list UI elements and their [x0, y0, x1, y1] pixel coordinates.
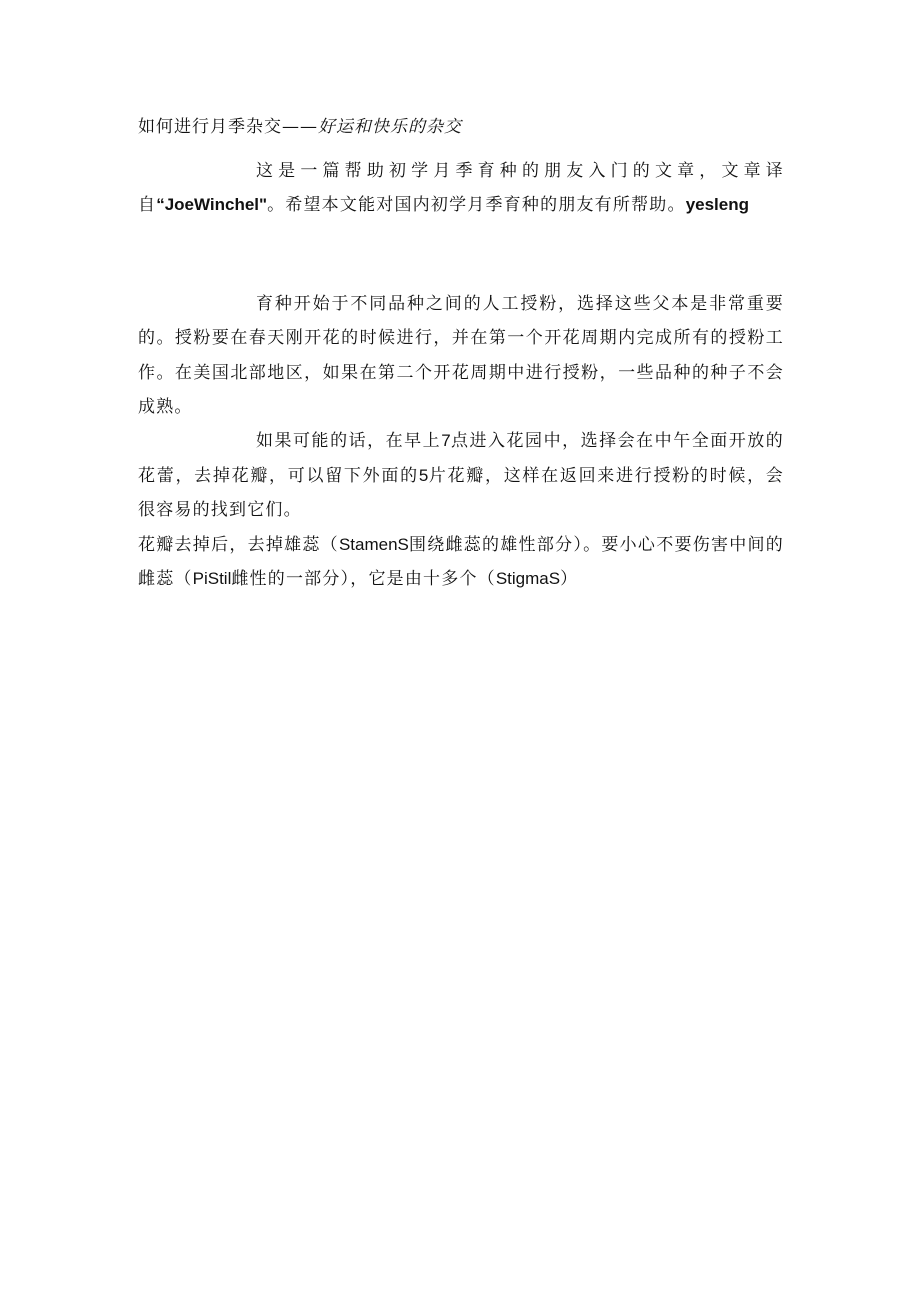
document-body	[138, 112, 784, 596]
document-title	[138, 112, 784, 142]
intro-paragraph	[138, 154, 784, 223]
title-subtitle: 好运和快乐的杂交	[318, 117, 462, 137]
paragraph-1: 育种开始于不同品种之间的人工授粉，选择这些父本是非常重要的。授粉要在春天刚开花的时候进行，并在第一个开花周期内完成所有的授粉工作。在美国北部地区，如果在第二个开花周期中进行授粉，一些品种的种子不会成熟。	[138, 293, 784, 418]
intro-text: 这是一篇帮助初学月季育种的朋友入门的文章，文章译自	[138, 161, 784, 216]
paragraph-spacer	[138, 223, 784, 287]
title-main: 如何进行月季杂交——	[138, 117, 318, 137]
intro-translator: yesleng	[685, 195, 749, 215]
intro-rest: 。希望本文能对国内初学月季育种的朋友有所帮助。	[267, 195, 686, 216]
paragraph-2: 如果可能的话，在早上7点进入花园中，选择会在中午全面开放的花蕾，去掉花瓣，可以留下外面的5片花瓣，这样在返回来进行授粉的时候，会很容易的找到它们。	[138, 431, 784, 521]
term-stigmas: StigmaS	[495, 569, 561, 589]
paragraph-3: 花瓣去掉后，去掉雄蕊（StamenS围绕雌蕊的雄性部分）。要小心不要伤害中间的雌蕊（PiStil雌性的一部分），它是由十多个（StigmaS）	[138, 534, 785, 590]
number-five: 5	[418, 465, 429, 485]
number-seven: 7	[441, 431, 451, 451]
term-stamens: StamenS	[338, 534, 409, 554]
term-pistil: PiStil	[192, 569, 232, 589]
intro-author: “JoeWinchel"	[156, 195, 268, 215]
